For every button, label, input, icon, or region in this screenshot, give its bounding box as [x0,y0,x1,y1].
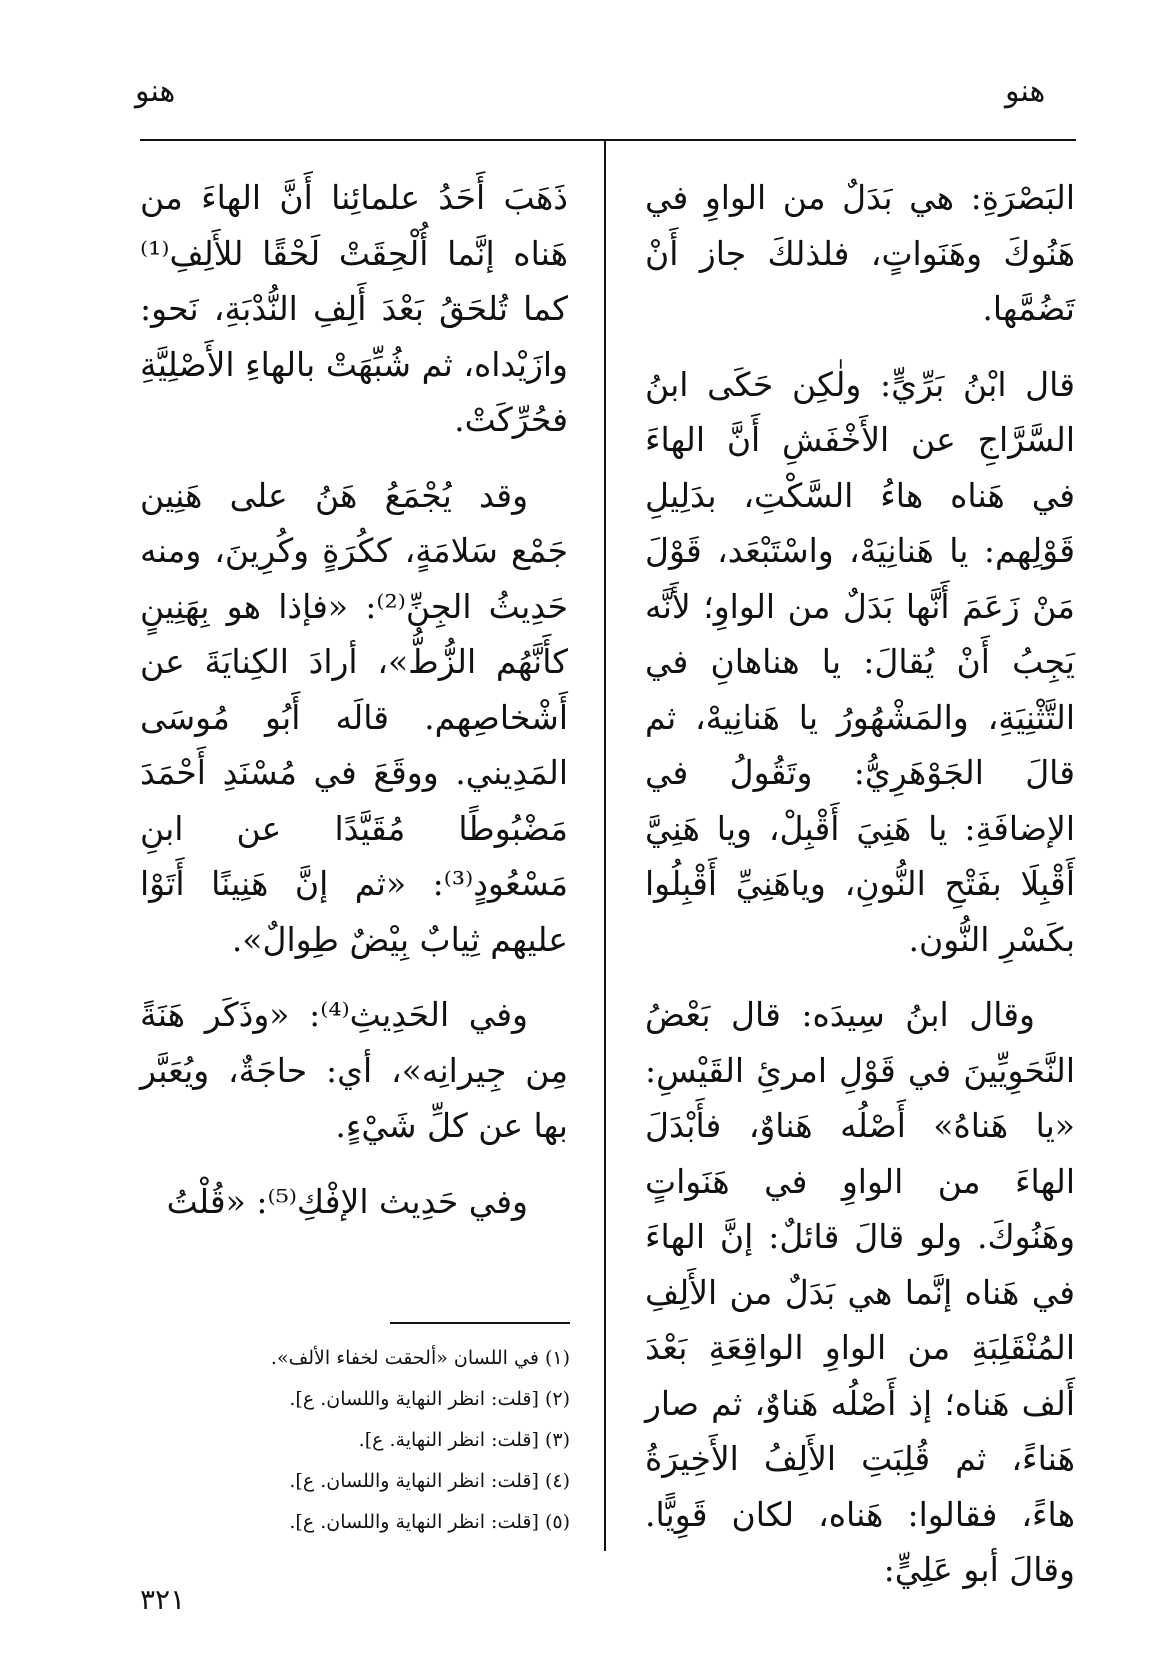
right-text-column [645,170,1075,1618]
paragraph: ذَهَبَ أَحَدُ علمائِنا أَنَّ الهاءَ من هَناه إنَّما أُلْحِقَتْ لَحْقًا للأَلِفِ⁽¹⁾ كما تُلحَقُ بَعْدَ أَلِفِ النُّدْبَةِ، نَحو: وازَيْداه، ثم شُبِّهَتْ بالهاءِ الأَصْلِيَّةِ فحُرِّكَتْ. [140,178,568,439]
paragraph: البَصْرَةِ: هي بَدَلٌ من الواوِ في هَنُوكَ وهَنَواتٍ، فلذلكَ جاز أَنْ تَضُمَّها. [645,178,1075,328]
paragraph: وفي الحَدِيثِ⁽⁴⁾: «وذَكَر هَنَةً مِن جِيرانِه»، أي: حاجَةٌ، ويُعَبَّر بها عن كلِّ شَيْءٍ. [140,995,568,1145]
paragraph: وقد يُجْمَعُ هَنُ على هَنِين جَمْع سَلامَةٍ، ككُرَةٍ وكُرِينَ، ومنه حَدِيثُ الجِنِّ⁽²⁾: «فإذا هو بِهَنِينٍ كأَنَّهُم الزُّطُّ»، أرادَ الكِنايَةَ عن أَشْخاصِهم. قالَه أَبُو مُوسَى المَدِيني. ووقَعَ في مُسْنَدِ أَحْمَدَ مَضْبُوطًا مُقَيَّدًا عن ابنِ مَسْعُودٍ⁽³⁾: «ثم إنَّ هَنِينًا أَتَوْا عليهم ثِيابٌ بِيْضٌ طِوالٌ». [140,475,568,959]
running-header-right: هنو [1005,74,1046,109]
page-number: ٣٢١ [140,1583,186,1616]
footnote-3: (٣) [قلت: انظر النهاية. ع]. [358,1429,570,1451]
paragraph: وفي حَدِيث الإفْكِ⁽⁵⁾: «قُلْتُ [166,1181,528,1221]
header-rule [140,139,1076,141]
footnote-rule [390,1322,570,1324]
paragraph: وقال ابنُ سِيدَه: قال بَعْضُ النَّحَوِيِّينَ في قَوْلِ امرئِ القَيْسِ: «يا هَناهُ» أَصْلُه هَناوٌ، فأَبْدَلَ الهاءَ من الواوِ في هَنَواتٍ وهَنُوكَ. ولو قالَ قائلٌ: إنَّ الهاءَ في هَناه إنَّما هي بَدَلٌ من الأَلِفِ المُنْقَلِبَةِ من الواوِ الواقِعَةِ بَعْدَ أَلف هَناه؛ إذ أَصْلُه هَناوٌ، ثم صار هَناءً، ثم قُلِبَتِ الأَلِفُ الأَخِيرَةُ هاءً، فقالوا: هَناه، لكان قَوِيًّا. وقالَ أبو عَلِيٍّ: [645,995,1075,1589]
paragraph: قال ابْنُ بَرِّيٍّ: ولٰكِن حَكَى ابنُ السَّرَّاجِ عن الأَخْفَشِ أَنَّ الهاءَ في هَناه هاءُ السَّكْتِ، بدَلِيلِ قَوْلِهم: يا هَنانِيَهْ، واسْتَبْعَد، قَوْلَ مَنْ زَعَمَ أَنَّها بَدَلٌ من الواوِ؛ لأَنَّه يَجِبُ أَنْ يُقالَ: يا هناهانِ في التَّثْنِيَةِ، والمَشْهُورُ يا هَنانِيهْ، ثم قالَ الجَوْهَرِيُّ: وتَقُولُ في الإضافَةِ: يا هَنِيَ أَقْبِلْ، ويا هَنِيَّ أَقْبِلَا بفَتْحِ النُّونِ، وياهَنِيِّ أَقْبِلُوا بكَسْرِ النُّون. [645,364,1075,959]
column-divider [604,139,606,1551]
running-header-left: هنو [135,74,176,109]
footnote-4: (٤) [قلت: انظر النهاية واللسان. ع]. [289,1470,570,1492]
left-text-column [140,170,568,1249]
footnote-1: (١) في اللسان «ألحقت لخفاء الألف». [270,1347,570,1369]
footnotes [180,1338,570,1543]
footnote-5: (٥) [قلت: انظر النهاية واللسان. ع]. [289,1511,570,1533]
footnote-2: (٢) [قلت: انظر النهاية واللسان. ع]. [289,1388,570,1410]
